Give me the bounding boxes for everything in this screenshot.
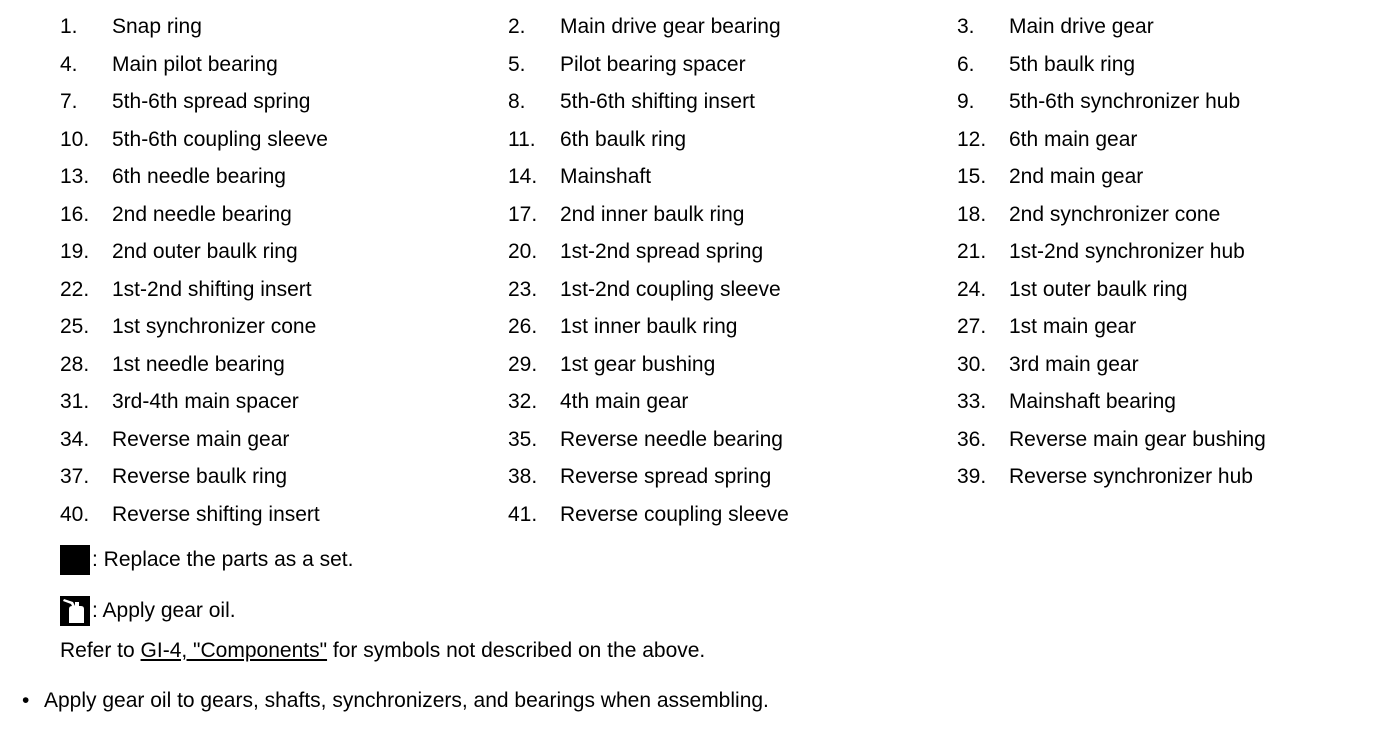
part-name: 3rd main gear (1009, 352, 1139, 376)
part-name: 1st gear bushing (560, 352, 716, 376)
part-number: 4. (60, 52, 78, 76)
part-number: 21. (957, 240, 987, 263)
part-number: 39. (957, 465, 987, 488)
part-number: 34. (60, 427, 90, 451)
part-number: 15. (957, 165, 987, 188)
part-number: 25. (60, 315, 90, 338)
part-name: Mainshaft (560, 165, 652, 188)
part-number: 7. (60, 90, 78, 113)
components-link[interactable]: GI-4, "Components" (140, 639, 328, 662)
part-name: Reverse coupling sleeve (560, 502, 789, 526)
part-number: 14. (508, 165, 538, 188)
part-number: 29. (508, 352, 538, 376)
part-name: 2nd inner baulk ring (560, 202, 745, 226)
note-text: Apply gear oil to gears, shafts, synchronizers, and bearings when assembling. (44, 689, 769, 712)
part-name: Snap ring (112, 15, 202, 38)
part-number: 38. (508, 465, 538, 488)
part-number: 27. (957, 315, 987, 338)
parts-row (0, 458, 1376, 496)
part-name: 2nd needle bearing (112, 202, 292, 226)
part-name: 1st-2nd synchronizer hub (1009, 240, 1245, 263)
parts-row (0, 8, 1376, 46)
part-name: Mainshaft bearing (1009, 390, 1176, 413)
part-name: Pilot bearing spacer (560, 52, 746, 76)
legend-set-text: : Replace the parts as a set. (92, 548, 354, 571)
legend-oil (60, 595, 236, 627)
part-name: Main drive gear (1009, 15, 1154, 38)
assembly-note (22, 684, 769, 718)
part-name: Main pilot bearing (112, 52, 278, 76)
part-name: 1st-2nd shifting insert (112, 277, 312, 301)
part-name: 1st-2nd coupling sleeve (560, 277, 781, 301)
part-name: 5th baulk ring (1009, 52, 1136, 76)
part-number: 31. (60, 390, 90, 413)
part-name: 5th-6th synchronizer hub (1009, 90, 1241, 113)
parts-row (0, 421, 1376, 459)
part-name: 5th-6th spread spring (112, 90, 311, 113)
part-name: 5th-6th coupling sleeve (112, 127, 328, 151)
parts-row (0, 346, 1376, 384)
part-name: 1st main gear (1009, 315, 1137, 338)
part-number: 26. (508, 315, 538, 338)
refer-suffix: for symbols not described on the above. (327, 639, 706, 662)
part-number: 9. (957, 90, 975, 113)
parts-row (0, 121, 1376, 159)
part-number: 12. (957, 127, 987, 151)
part-name: Reverse shifting insert (112, 502, 320, 526)
part-number: 22. (60, 277, 90, 301)
part-number: 18. (957, 202, 987, 226)
parts-row (0, 196, 1376, 234)
part-name: 6th needle bearing (112, 165, 286, 188)
part-number: 23. (508, 277, 538, 301)
part-number: 10. (60, 127, 90, 151)
part-number: 19. (60, 240, 90, 263)
part-number: 28. (60, 352, 90, 376)
part-name: Reverse main gear bushing (1009, 427, 1266, 451)
part-name: 2nd outer baulk ring (112, 240, 298, 263)
part-number: 20. (508, 240, 538, 263)
part-number: 2. (508, 15, 526, 38)
part-name: 2nd main gear (1009, 165, 1144, 188)
part-name: 1st outer baulk ring (1009, 277, 1188, 301)
part-name: Reverse needle bearing (560, 427, 783, 451)
part-number: 11. (508, 127, 536, 151)
parts-row (0, 308, 1376, 346)
part-number: 35. (508, 427, 538, 451)
parts-row (0, 83, 1376, 121)
part-number: 1. (60, 15, 78, 38)
refer-line (60, 634, 705, 668)
part-number: 40. (60, 502, 90, 526)
part-number: 33. (957, 390, 987, 413)
part-number: 8. (508, 90, 526, 113)
legend-oil-text: : Apply gear oil. (92, 599, 236, 622)
part-name: Main drive gear bearing (560, 15, 781, 38)
part-name: 2nd synchronizer cone (1009, 202, 1221, 226)
part-name: 1st needle bearing (112, 352, 285, 376)
part-number: 3. (957, 15, 975, 38)
parts-row (0, 233, 1376, 271)
part-number: 17. (508, 202, 538, 226)
part-number: 36. (957, 427, 987, 451)
part-name: Reverse synchronizer hub (1009, 465, 1253, 488)
legend-set (60, 544, 353, 576)
filled-square-icon (60, 545, 90, 575)
parts-row (0, 46, 1376, 84)
part-number: 13. (60, 165, 90, 188)
part-name: 1st inner baulk ring (560, 315, 738, 338)
part-name: Reverse main gear (112, 427, 290, 451)
part-name: 5th-6th shifting insert (560, 90, 755, 113)
part-number: 5. (508, 52, 526, 76)
part-number: 16. (60, 202, 90, 226)
part-name: 4th main gear (560, 390, 689, 413)
parts-row (0, 158, 1376, 196)
part-name: 1st-2nd spread spring (560, 240, 764, 263)
parts-row (0, 271, 1376, 309)
refer-prefix: Refer to (60, 639, 141, 662)
part-name: Reverse baulk ring (112, 465, 288, 488)
part-number: 41. (508, 502, 538, 526)
part-name: Reverse spread spring (560, 465, 772, 488)
part-name: 3rd-4th main spacer (112, 390, 299, 413)
part-number: 32. (508, 390, 538, 413)
part-number: 30. (957, 352, 987, 376)
part-number: 37. (60, 465, 90, 488)
part-name: 1st synchronizer cone (112, 315, 317, 338)
part-name: 6th baulk ring (560, 127, 687, 151)
parts-list (0, 8, 1376, 533)
parts-row (0, 496, 1376, 534)
parts-row (0, 383, 1376, 421)
part-number: 24. (957, 277, 987, 301)
bullet: • (22, 689, 30, 712)
oil-can-icon (60, 596, 90, 626)
part-name: 6th main gear (1009, 127, 1138, 151)
part-number: 6. (957, 52, 975, 76)
